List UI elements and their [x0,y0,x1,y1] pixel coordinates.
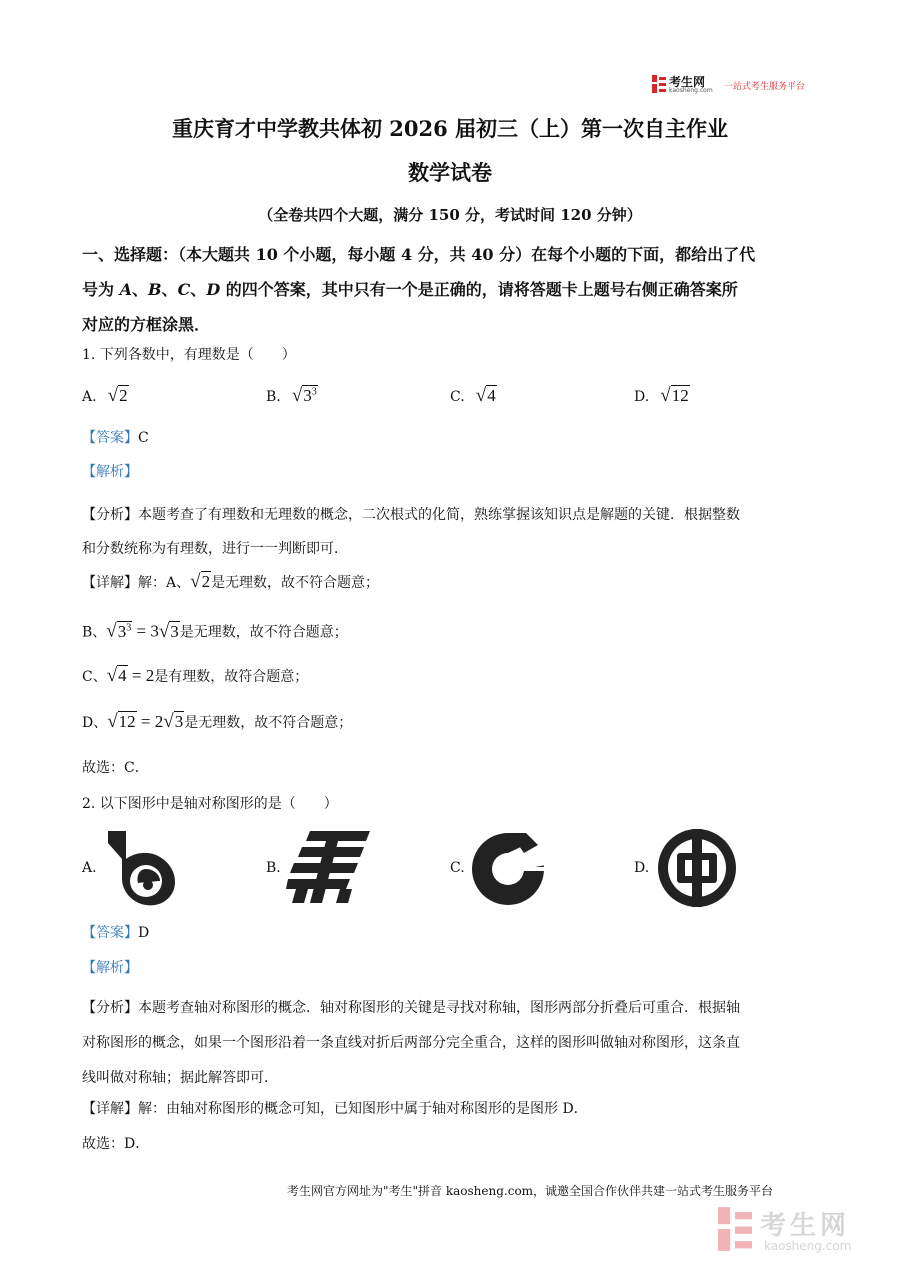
section-line-1: 一、选择题：（本大题共 10 个小题，每小题 4 分，共 40 分）在每个小题的下面，都给出了代 [82,245,756,264]
q1-fenxi: 【分析】本题考查了有理数和无理数的概念，二次根式的化简，熟练掌握该知识点是解题的关键．根据整数 和分数统称为有理数，进行一一判断即可． [82,507,740,557]
q1-detail-a: 【详解】解：A、√2是无理数，故不符合题意； [82,571,380,592]
q1-option-d: D. √12 [634,385,689,406]
q2-option-c-label: C. [450,860,465,876]
exam-note: （全卷共四个大题，满分 150 分，考试时间 120 分钟） [258,206,642,224]
section-instructions [82,237,755,342]
q1-detail-d: D、√12 = 2√3是无理数，故不符合题意； [82,711,353,732]
q1-detail-b: B、$√3^3 = 3√3$是无理数，故不符合题意； [82,620,348,642]
section-line-3: 对应的方框涂黑． [82,315,211,334]
q2-answer: 【答案】D [82,925,150,941]
construction-bank-logo-icon [470,831,546,907]
exam-title: 重庆育才中学教共体初 2026 届初三（上）第一次自主作业 [171,116,729,141]
q1-detail-c: C、√4 = 2是有理数，故符合题意； [82,665,309,686]
q1-analysis-tag: 【解析】 [82,464,138,480]
watermark-brand-cn: 考生网 [760,1211,851,1241]
china-post-logo-icon [286,829,372,905]
q1-stem: 1. 下列各数中，有理数是（ ） [82,347,296,363]
footer-text: 考生网官方网址为"考生"拼音 kaosheng.com，诚邀全国合作伙伴共建一站式考生服务平台 [287,1184,774,1198]
watermark-brand-en: kaosheng.com [764,1239,852,1253]
bank-of-communications-logo-icon [104,829,180,907]
q2-option-d-label: D. [634,860,650,876]
q2-option-a-label: A. [82,860,97,876]
q1-option-c: C. √4 [450,385,496,406]
section-line-2: 号为 A、B、C、D 的四个答案，其中只有一个是正确的，请将答题卡上题号右侧正确答案所 [82,280,738,299]
q2-fenxi: 【分析】本题考查轴对称图形的概念．轴对称图形的关键是寻找对称轴，图形两部分折叠后可重合．根据轴 对称图形的概念，如果一个图形沿着一条直线对折后两部分完全重合，这样的图形叫做轴对称图形，这条直 线叫做对称轴；据此解答即可． [82,1000,740,1086]
bank-of-china-logo-icon [656,827,738,909]
logo-slogan: 一站式考生服务平台 [724,82,806,92]
q2-choose: 故选：D． [82,1136,150,1152]
header-logo [652,73,822,97]
q1-option-a: A. √2 [82,385,128,406]
exam-subtitle: 数学试卷 [408,160,492,185]
q2-analysis-tag: 【解析】 [82,960,138,976]
q2-stem: 2. 以下图形中是轴对称图形的是（ ） [82,796,338,812]
q2-detail: 【详解】解：由轴对称图形的概念可知，已知图形中属于轴对称图形的是图形 D． [82,1101,588,1117]
q2-option-b-label: B. [266,860,281,876]
kaosheng-logo-icon [652,75,666,93]
footer-watermark [718,1205,888,1255]
logo-brand-en: kaosheng.com [669,87,713,94]
logo-brand-cn: 考生网 [669,75,706,89]
q1-answer: 【答案】C [82,430,149,446]
q1-choose: 故选：C． [82,760,149,776]
q1-option-b: B. $√3^3$ [266,385,317,406]
watermark-logo-icon [718,1207,752,1251]
